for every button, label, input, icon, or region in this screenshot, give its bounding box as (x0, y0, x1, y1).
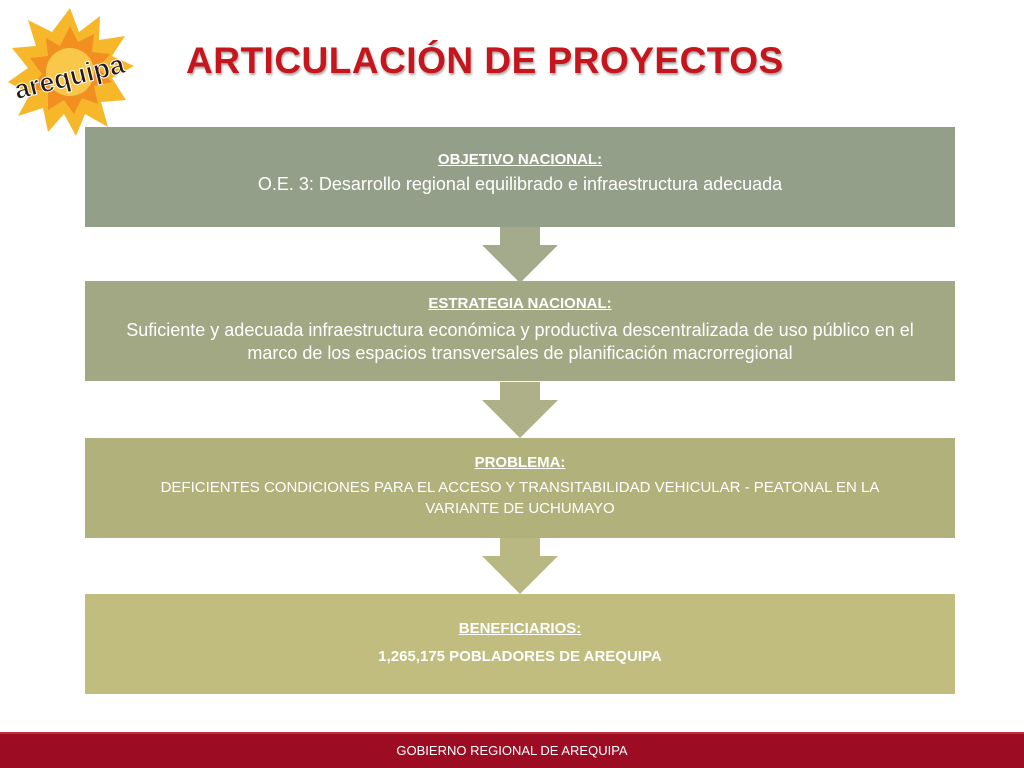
box-heading: OBJETIVO NACIONAL: (437, 151, 603, 168)
objetivo-nacional-box (85, 127, 955, 227)
arrow-shape (482, 382, 558, 438)
box-body: O.E. 3: Desarrollo regional equilibrado e infraestructura adecuada (257, 174, 783, 194)
down-arrow-icon (482, 227, 558, 283)
down-arrow-icon (482, 538, 558, 594)
page-title: ARTICULACIÓN DE PROYECTOS (186, 40, 784, 81)
box-body: DEFICIENTES CONDICIONES PARA EL ACCESO Y TRANSITABILIDAD VEHICULAR - PEATONAL EN LA VARIANTE DE UCHUMAYO (160, 479, 880, 517)
box-body: 1,265,175 POBLADORES DE AREQUIPA (378, 648, 662, 665)
footer-bar (0, 732, 1024, 768)
box-heading: BENEFICIARIOS: (458, 620, 582, 637)
footer-text: GOBIERNO REGIONAL DE AREQUIPA (396, 743, 628, 758)
beneficiarios-box (85, 594, 955, 694)
box-body: Suficiente y adecuada infraestructura económica y productiva descentralizada de uso público en el marco de los espacios transversales de planificación macrorregional (126, 320, 914, 363)
box-heading: ESTRATEGIA NACIONAL: (428, 295, 612, 312)
logo-text: arequipa (11, 48, 128, 106)
arrow-shape (482, 227, 558, 283)
arequipa-sun-logo (4, 6, 136, 138)
estrategia-nacional-box (85, 281, 955, 381)
box-heading: PROBLEMA: (474, 454, 566, 471)
arrow-shape (482, 538, 558, 594)
problema-box (85, 438, 955, 538)
down-arrow-icon (482, 382, 558, 438)
